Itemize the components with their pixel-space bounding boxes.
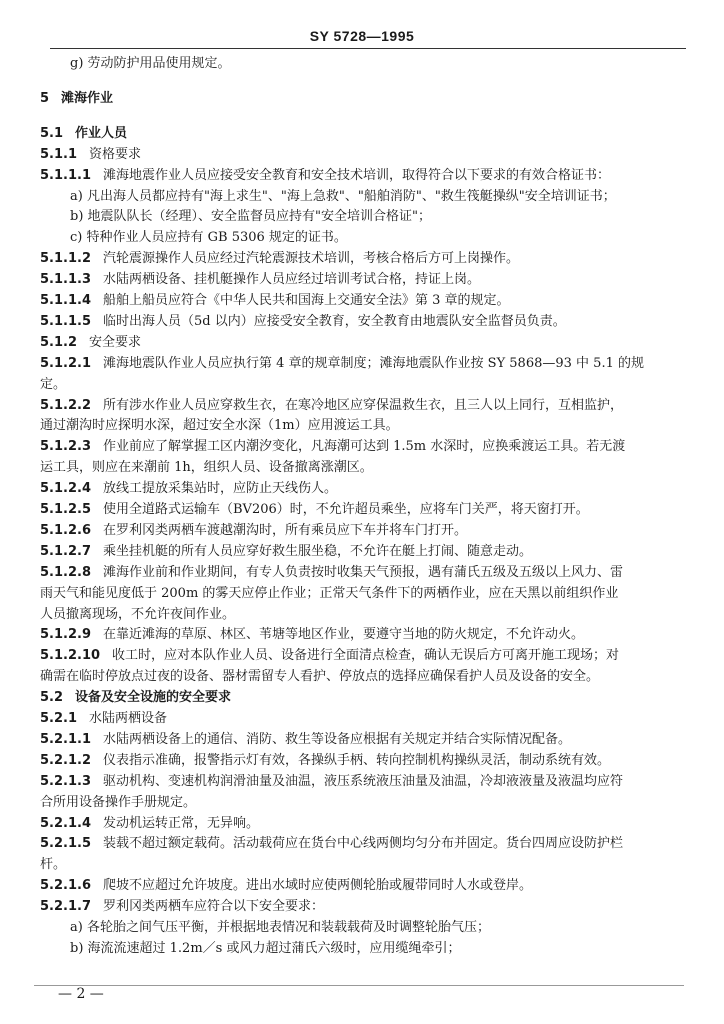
clause-5-2-1-3: [40, 773, 690, 791]
clause-text: 所有涉水作业人员应穿救生衣，在寒冷地区应穿保温救生衣，且三人以上同行，互相监护，: [103, 397, 624, 413]
clause-text: 放线工提放采集站时，应防止天线伤人。: [103, 481, 338, 497]
clause-5-1-1: [40, 146, 690, 164]
clause-text: 安全要求: [89, 334, 142, 350]
text-line: [40, 229, 720, 247]
text-line: [40, 856, 690, 874]
clause-text: 临时出海人员（5d 以内）应接受安全教育，安全教育由地震队安全监督员负责。: [103, 313, 566, 329]
text-line: [40, 794, 690, 812]
clause-5-1: [40, 125, 690, 143]
clause-text: 通过潮沟时应探明水深，超过安全水深（1m）应用渡运工具。: [40, 418, 399, 434]
clause-5-1-1-1: [40, 167, 690, 185]
clause-text: 作业前应了解掌握工区内潮汐变化，凡海潮可达到 1.5m 水深时，应换乘渡运工具。若无渡: [103, 439, 626, 455]
clause-text: 爬坡不应超过允许坡度。进出水域时应使两侧轮胎或履带同时人水或登岸。: [103, 878, 533, 894]
clause-text: 滩海地震队作业人员应执行第 4 章的规章制度；滩海地震队作业按 SY 5868—93 中 5.1 的规: [103, 355, 644, 371]
footer-rule: [34, 985, 684, 986]
clause-5-1-2: [40, 334, 690, 352]
clause-number: 5.1.2.7: [40, 543, 91, 559]
page-number: — 2 —: [54, 986, 108, 1002]
clause-number: 5.1.1.5: [40, 313, 91, 329]
clause-5-1-2-1: [40, 355, 690, 373]
clause-text: 雨天气和能见度低于 200m 的雾天应停止作业；正常天气条件下的两栖作业，应在天黑以前组织作业: [40, 585, 619, 601]
clause-text: 仪表指示准确，报警指示灯有效，各操纵手柄、转向控制机构操纵灵活，制动系统有效。: [103, 752, 611, 768]
clause-text: 使用全道路式运输车（BV206）时，不允许超员乘坐，应将车门关严，将天窗打开。: [103, 502, 589, 517]
clause-5-1-2-7: [40, 543, 690, 561]
clause-number: 5.1.2: [40, 334, 78, 350]
text-line: [40, 459, 690, 477]
clause-number: 5.1.2.4: [40, 481, 91, 497]
clause-text: 杆。: [40, 857, 67, 873]
clause-5-2: [40, 689, 690, 707]
clause-number: 5.1.1.3: [40, 272, 91, 288]
clause-text: 船舶上船员应符合《中华人民共和国海上交通安全法》第 3 章的规定。: [103, 293, 510, 308]
clause-text: 资格要求: [89, 146, 142, 162]
text-line: [40, 188, 720, 206]
clause-5-2-1-4: [40, 815, 690, 833]
clause-5-1-2-10: [40, 647, 690, 665]
clause-5-1-2-4: [40, 480, 690, 498]
clause-text: 收工时，应对本队作业人员、设备进行全面清点检查，确认无误后方可离开施工现场；对: [112, 648, 620, 664]
clause-number: 5.1.1: [40, 146, 78, 162]
clause-text: b) 地震队队长（经理）、安全监督员应持有"安全培训合格证"；: [70, 209, 431, 225]
clause-text: b) 海流流速超过 1.2m／s 或风力超过蒲氏六级时，应用缆绳牵引；: [70, 940, 461, 956]
clause-number: 5.1.2.5: [40, 502, 91, 517]
clause-5-2-1: [40, 710, 690, 728]
text-line: [40, 376, 690, 394]
clause-text: 在靠近滩海的草原、林区、苇塘等地区作业，要遵守当地的防火规定，不允许动火。: [103, 627, 585, 643]
clause-text: a) 凡出海人员都应持有"海上求生"、"海上急救"、"船舶消防"、"救生筏艇操纵"安全培训证书；: [70, 188, 616, 204]
clause-number: 5.1.2.2: [40, 397, 91, 413]
clause-text: 作业人员: [75, 125, 128, 141]
clause-5-2-1-2: [40, 752, 690, 770]
text-line: [40, 55, 720, 73]
document-header: SY 5728—1995: [309, 28, 415, 44]
clause-5-1-2-8: [40, 564, 690, 582]
clause-text: 驱动机构、变速机构润滑油量及油温，液压系统液压油量及油温，冷却液液量及液温均应符: [103, 773, 624, 789]
text-line: [40, 585, 690, 603]
clause-5-1-1-5: [40, 313, 690, 331]
clause-text: c) 特种作业人员应持有 GB 5306 规定的证书。: [70, 230, 347, 246]
clause-5: [40, 90, 690, 108]
clause-number: 5.1.1.1: [40, 167, 91, 183]
clause-text: 乘坐挂机艇的所有人员应穿好救生服坐稳，不允许在艇上打闹、随意走动。: [103, 543, 533, 559]
clause-text: 合所用设备操作手册规定。: [40, 794, 197, 810]
clause-5-2-1-5: [40, 835, 690, 853]
clause-text: 在罗利冈类两栖车渡越潮沟时，所有乘员应下车并将车门打开。: [103, 522, 468, 538]
clause-text: 设备及安全设施的安全要求: [75, 690, 232, 706]
clause-5-1-2-2: [40, 397, 690, 415]
clause-5-2-1-6: [40, 877, 690, 895]
clause-text: 滩海作业前和作业期间，有专人负责按时收集天气预报，遇有蒲氏五级及五级以上风力、雷: [103, 564, 624, 580]
text-line: [40, 668, 690, 686]
clause-number: 5.2.1.5: [40, 836, 91, 852]
clause-text: a) 各轮胎之间气压平衡，并根据地表情况和装载载荷及时调整轮胎气压；: [70, 920, 490, 935]
clause-text: 滩海作业: [61, 90, 114, 106]
clause-5-2-1-7: [40, 898, 690, 916]
text-line: [40, 606, 690, 624]
clause-number: 5.2: [40, 690, 64, 706]
text-line: [40, 919, 720, 937]
header-rule: [50, 48, 686, 49]
clause-number: 5.1.2.9: [40, 627, 91, 643]
clause-text: g) 劳动防护用品使用规定。: [70, 56, 231, 71]
clause-number: 5.1.1.2: [40, 251, 91, 267]
clause-text: 发动机运转正常，无异响。: [103, 815, 260, 831]
clause-5-1-1-2: [40, 250, 690, 268]
clause-text: 运工具，则应在来潮前 1h，组织人员、设备撤离涨潮区。: [40, 460, 373, 476]
clause-5-2-1-1: [40, 731, 690, 749]
clause-number: 5.1.2.3: [40, 439, 91, 455]
clause-5-1-1-3: [40, 271, 690, 289]
clause-number: 5.1.2.1: [40, 355, 91, 371]
clause-number: 5.2.1.2: [40, 752, 91, 768]
clause-5-1-2-6: [40, 522, 690, 540]
clause-number: 5.2.1.1: [40, 731, 91, 747]
clause-text: 水陆两栖设备上的通信、消防、救生等设备应根据有关规定并结合实际情况配备。: [103, 731, 572, 747]
clause-text: 水陆两栖设备、挂机艇操作人员应经过培训考试合格，持证上岗。: [103, 272, 481, 288]
clause-number: 5.1.1.4: [40, 293, 91, 308]
clause-text: 汽轮震源操作人员应经过汽轮震源技术培训，考核合格后方可上岗操作。: [103, 251, 520, 267]
clause-number: 5.2.1.7: [40, 899, 91, 915]
clause-5-1-2-9: [40, 626, 690, 644]
clause-text: 水陆两栖设备: [89, 711, 168, 726]
clause-number: 5.2.1: [40, 711, 78, 726]
clause-text: 装载不超过额定载荷。活动载荷应在货台中心线两侧均匀分布并固定。货台四周应设防护栏: [103, 836, 624, 852]
clause-5-1-1-4: [40, 292, 690, 310]
clause-number: 5.1.2.6: [40, 522, 91, 538]
clause-number: 5.2.1.4: [40, 815, 91, 831]
clause-5-1-2-3: [40, 438, 690, 456]
clause-text: 罗利冈类两栖车应符合以下安全要求：: [103, 899, 325, 915]
clause-number: 5.1.2.8: [40, 564, 91, 580]
text-line: [40, 208, 720, 226]
clause-5-1-2-5: [40, 501, 690, 519]
clause-text: 定。: [40, 376, 67, 392]
clause-text: 滩海地震作业人员应接受安全教育和安全技术培训，取得符合以下要求的有效合格证书：: [103, 167, 611, 183]
clause-number: 5.1: [40, 125, 64, 141]
clause-number: 5.1.2.10: [40, 648, 101, 664]
clause-number: 5: [40, 90, 50, 106]
clause-number: 5.2.1.6: [40, 878, 91, 894]
clause-number: 5.2.1.3: [40, 773, 91, 789]
clause-text: 确需在临时停放点过夜的设备、器材需留专人看护、停放点的选择应确保看护人员及设备的安全。: [40, 669, 600, 685]
clause-text: 人员撤离现场，不允许夜间作业。: [40, 606, 236, 622]
text-line: [40, 940, 720, 958]
text-line: [40, 417, 690, 435]
